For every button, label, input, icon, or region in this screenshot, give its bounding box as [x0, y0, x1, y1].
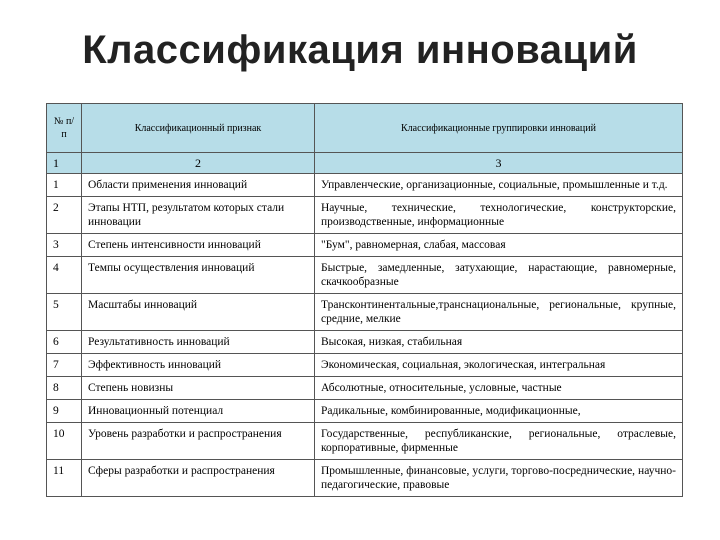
row-groups: Научные, технические, технологические, конструкторские, производственные, информационные: [315, 197, 683, 234]
table-row: [47, 460, 683, 497]
row-number: 7: [47, 354, 82, 377]
row-number: 6: [47, 331, 82, 354]
row-number: 3: [47, 234, 82, 257]
row-feature: Степень интенсивности инноваций: [82, 234, 315, 257]
row-groups: Высокая, низкая, стабильная: [315, 331, 683, 354]
header-feature: Классификационный признак: [82, 104, 315, 153]
row-number: 10: [47, 423, 82, 460]
table-row: [47, 331, 683, 354]
row-feature: Результативность инноваций: [82, 331, 315, 354]
row-groups: Управленческие, организационные, социальные, промышленные и т.д.: [315, 174, 683, 197]
row-number: 8: [47, 377, 82, 400]
row-number: 11: [47, 460, 82, 497]
table-row: [47, 354, 683, 377]
column-number-1: 1: [47, 153, 82, 174]
row-feature: Масштабы инноваций: [82, 294, 315, 331]
row-number: 1: [47, 174, 82, 197]
column-number-3: 3: [315, 153, 683, 174]
table-header-row: [47, 104, 683, 153]
row-groups: "Бум", равномерная, слабая, массовая: [315, 234, 683, 257]
table-row: [47, 377, 683, 400]
table-column-numbers-row: [47, 153, 683, 174]
row-groups: Быстрые, замедленные, затухающие, нарастающие, равномерные, скачкообразные: [315, 257, 683, 294]
table-row: [47, 234, 683, 257]
row-groups: Трансконтинентальные,транснациональные, региональные, крупные, средние, мелкие: [315, 294, 683, 331]
row-feature: Уровень разработки и распространения: [82, 423, 315, 460]
row-number: 5: [47, 294, 82, 331]
row-feature: Этапы НТП, результатом которых стали инновации: [82, 197, 315, 234]
row-number: 9: [47, 400, 82, 423]
page-title: Классификация инноваций: [82, 28, 638, 72]
table-row: [47, 423, 683, 460]
table-row: [47, 174, 683, 197]
table-row: [47, 257, 683, 294]
row-feature: Темпы осуществления инноваций: [82, 257, 315, 294]
table-row: [47, 400, 683, 423]
header-num: № п/п: [47, 104, 82, 153]
row-groups: Государственные, республиканские, региональные, отраслевые, корпоративные, фирменные: [315, 423, 683, 460]
header-groups: Классификационные группировки инноваций: [315, 104, 683, 153]
table-row: [47, 294, 683, 331]
row-groups: Экономическая, социальная, экологическая, интегральная: [315, 354, 683, 377]
row-feature: Области применения инноваций: [82, 174, 315, 197]
row-number: 4: [47, 257, 82, 294]
classification-table: [46, 103, 683, 497]
row-feature: Инновационный потенциал: [82, 400, 315, 423]
table-row: [47, 197, 683, 234]
row-feature: Эффективность инноваций: [82, 354, 315, 377]
row-groups: Промышленные, финансовые, услуги, торгово-посреднические, научно-педагогические, правовые: [315, 460, 683, 497]
row-groups: Радикальные, комбинированные, модификационные,: [315, 400, 683, 423]
row-groups: Абсолютные, относительные, условные, частные: [315, 377, 683, 400]
row-number: 2: [47, 197, 82, 234]
column-number-2: 2: [82, 153, 315, 174]
row-feature: Сферы разработки и распространения: [82, 460, 315, 497]
row-feature: Степень новизны: [82, 377, 315, 400]
